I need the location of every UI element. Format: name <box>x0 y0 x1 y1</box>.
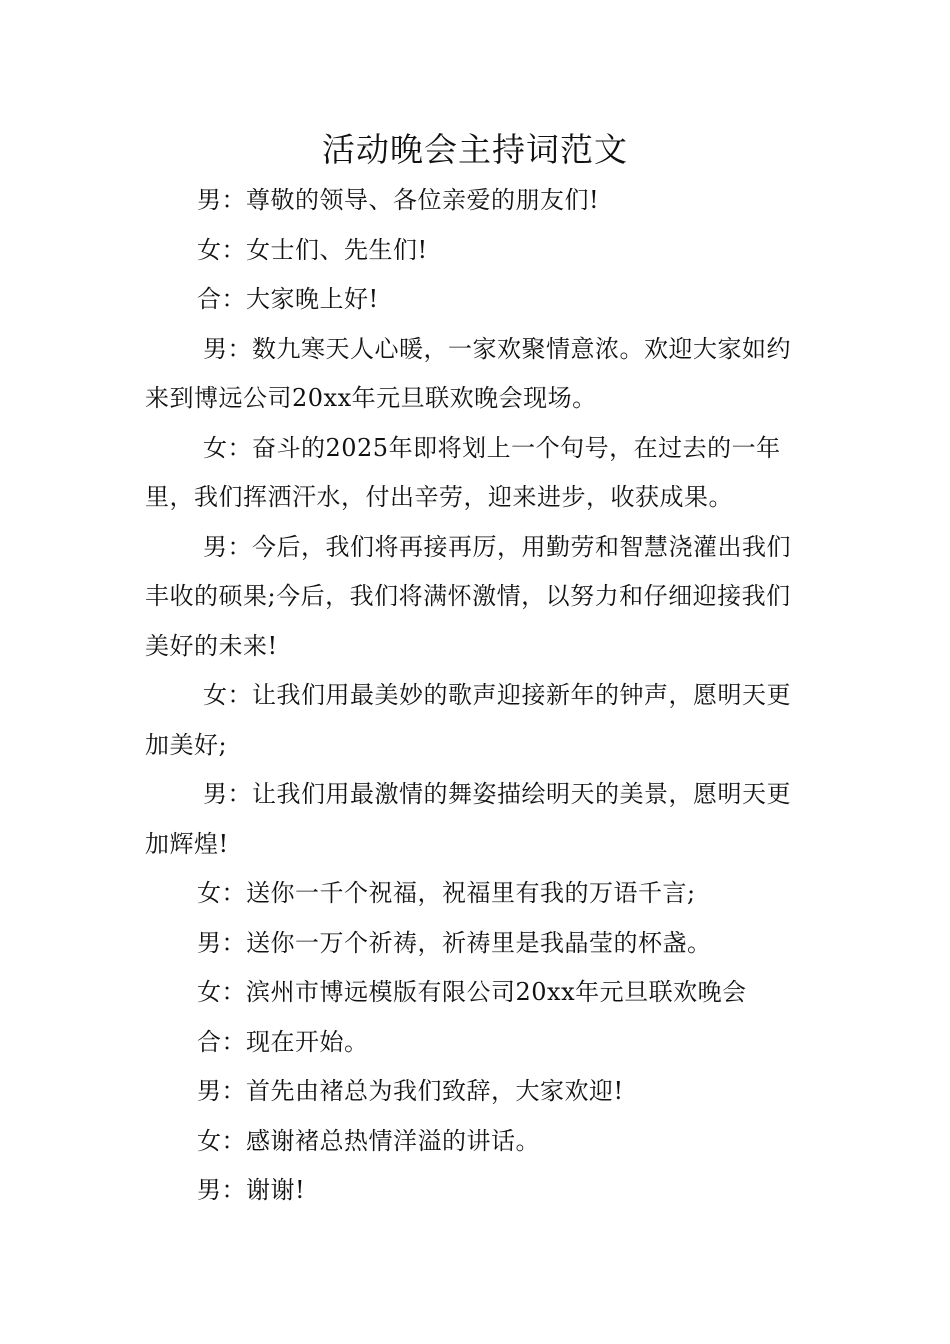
paragraph: 女：感谢褚总热情洋溢的讲话。 <box>197 1126 540 1155</box>
paragraph: 女：滨州市博远模版有限公司20xx年元旦联欢晚会 <box>197 978 747 1006</box>
paragraph: 男：谢谢! <box>197 1176 306 1204</box>
paragraph: 女：女士们、先生们! <box>197 235 428 264</box>
paragraph: 合：大家晚上好! <box>197 285 379 313</box>
paragraph: 男：尊敬的领导、各位亲爱的朋友们! <box>197 186 600 214</box>
document-body <box>145 176 810 1216</box>
paragraph: 男：数九寒天人心暖，一家欢聚情意浓。欢迎大家如约来到博远公司20xx年元旦联欢晚会现场。 <box>145 334 791 412</box>
paragraph: 男：今后，我们将再接再厉，用勤劳和智慧浇灌出我们丰收的硕果;今后，我们将满怀激情，以努力和仔细迎接我们美好的未来! <box>145 532 791 660</box>
paragraph: 合：现在开始。 <box>197 1027 369 1056</box>
paragraph: 男：送你一万个祈祷，祈祷里是我晶莹的杯盏。 <box>197 928 712 957</box>
paragraph: 女：奋斗的2025年即将划上一个句号，在过去的一年里，我们挥洒汗水，付出辛劳，迎来进步，收获成果。 <box>145 433 781 511</box>
paragraph: 女：送你一千个祝福，祝福里有我的万语千言; <box>197 879 696 907</box>
paragraph: 男：让我们用最激情的舞姿描绘明天的美景，愿明天更加辉煌! <box>145 780 791 858</box>
paragraph: 女：让我们用最美妙的歌声迎接新年的钟声，愿明天更加美好; <box>145 681 791 759</box>
document-title: 活动晚会主持词范文 <box>322 130 628 169</box>
paragraph: 男：首先由褚总为我们致辞，大家欢迎! <box>197 1077 624 1105</box>
